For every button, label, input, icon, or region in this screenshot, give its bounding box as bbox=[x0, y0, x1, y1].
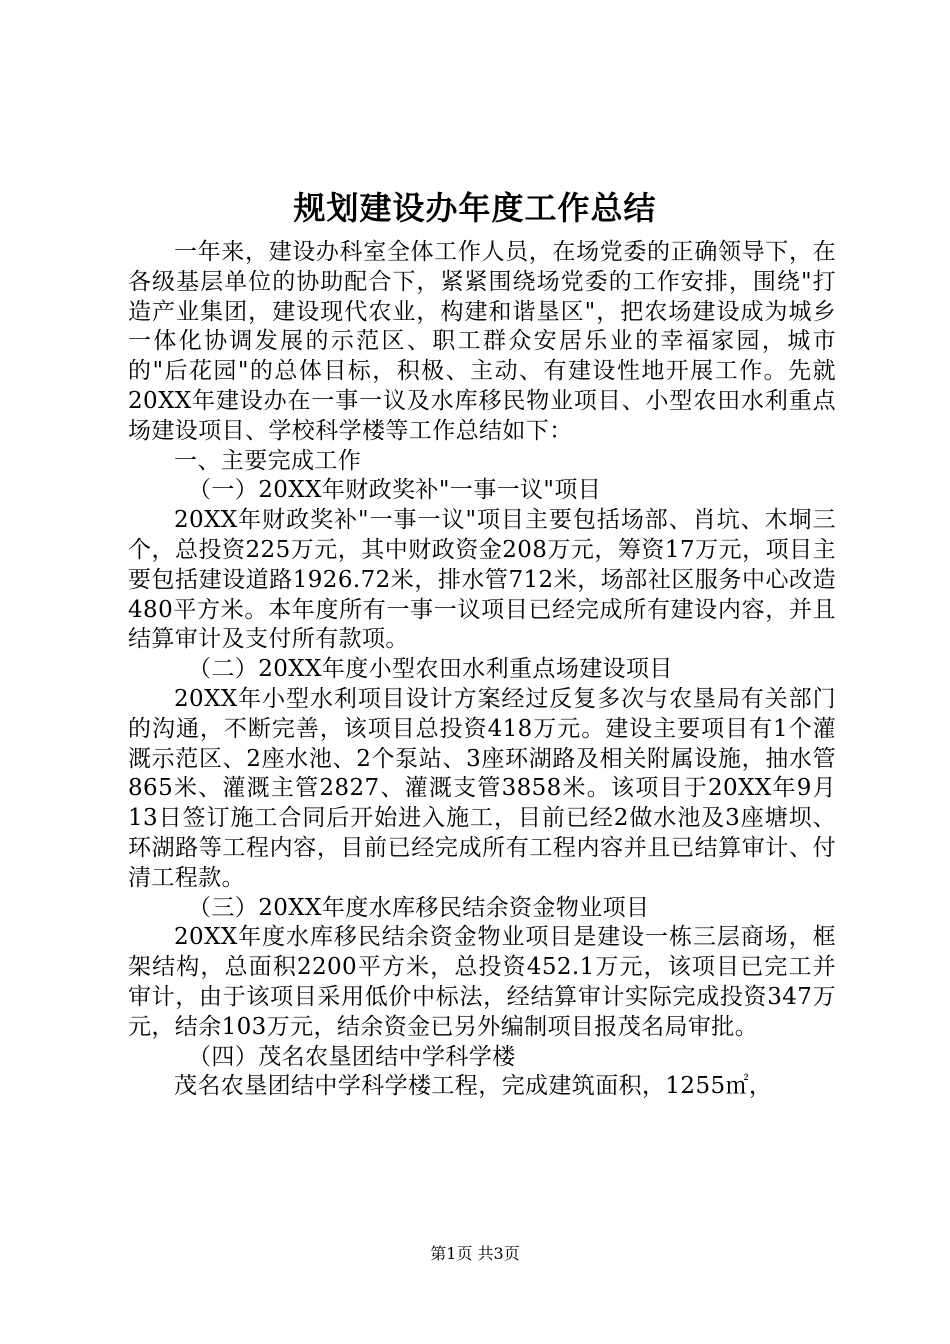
subsection-heading: （一）20XX年财政奖补"一事一议"项目 bbox=[188, 477, 602, 504]
page-footer: 第1页 共3页 bbox=[430, 1244, 520, 1263]
body-paragraph: 20XX年小型水利项目设计方案经过反复多次与农垦局有关部门的沟通，不断完善，该项目总投资418万元。建设主要项目有1个灌溉示范区、2座水池、2个泵站、3座环湖路及相关附属设施，抽水管865米、灌溉主管2827、灌溉支管3858米。该项目于20XX年9月13日签订施工合同后开始进入施工，目前已经2做水池及3座塘坝、环湖路等工程内容，目前已经完成所有工程内容并且已结算审计、付清工程款。 bbox=[128, 685, 836, 891]
subsection-heading: （四）茂名农垦团结中学科学楼 bbox=[188, 1043, 516, 1070]
body-paragraph: 茂名农垦团结中学科学楼工程，完成建筑面积，1255㎡， bbox=[174, 1073, 773, 1100]
intro-paragraph: 一年来，建设办科室全体工作人员，在场党委的正确领导下，在各级基层单位的协助配合下，紧紧围绕场党委的工作安排，围绕"打造产业集团，建设现代农业，构建和谐垦区"，把农场建设成为城乡一体化协调发展的示范区、职工群众安居乐业的幸福家园，城市的"后花园"的总体目标，积极、主动、有建设性地开展工作。先就20XX年建设办在一事一议及水库移民物业项目、小型农田水利重点场建设项目、学校科学楼等工作总结如下： bbox=[128, 239, 836, 444]
subsection-heading: （二）20XX年度小型农田水利重点场建设项目 bbox=[188, 656, 673, 683]
section-heading: 一、主要完成工作 bbox=[174, 447, 362, 474]
document-body bbox=[128, 238, 836, 1102]
subsection-heading: （三）20XX年度水库移民结余资金物业项目 bbox=[188, 894, 650, 921]
document-title: 规划建设办年度工作总结 bbox=[293, 189, 657, 227]
body-paragraph: 20XX年财政奖补"一事一议"项目主要包括场部、肖坑、木垌三个，总投资225万元，其中财政资金208万元，筹资17万元，项目主要包括建设道路1926.72米，排水管712米，场部社区服务中心改造480平方米。本年度所有一事一议项目已经完成所有建设内容，并且结算审计及支付所有款项。 bbox=[128, 507, 836, 653]
body-paragraph: 20XX年度水库移民结余资金物业项目是建设一栋三层商场，框架结构，总面积2200平方米，总投资452.1万元，该项目已完工并审计，由于该项目采用低价中标法，经结算审计实际完成投资347万元，结余103万元，结余资金已另外编制项目报茂名局审批。 bbox=[128, 924, 836, 1040]
